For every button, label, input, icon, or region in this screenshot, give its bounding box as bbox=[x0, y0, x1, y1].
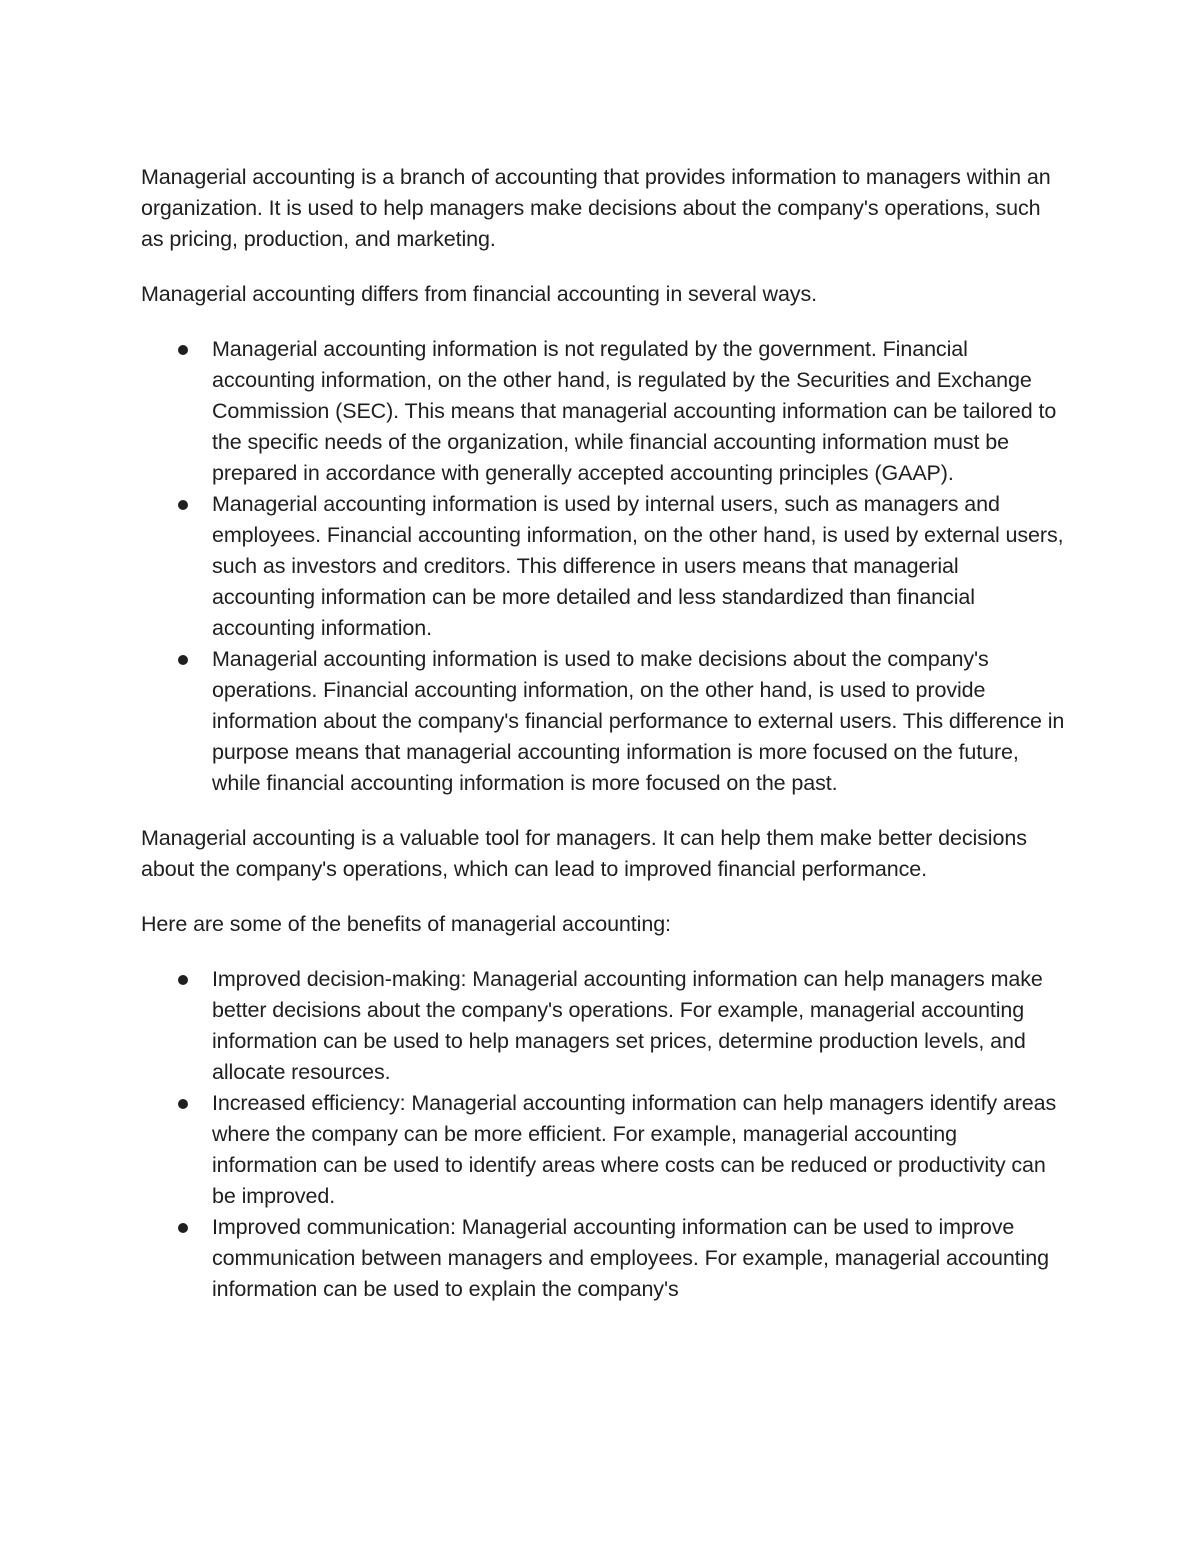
intro-paragraph: Managerial accounting is a branch of accounting that provides information to managers within an organization. It is used to help managers make decisions about the company's operations, such as pricing, production, and marketing. bbox=[141, 165, 1051, 251]
list-item bbox=[212, 964, 1066, 1088]
bullet-icon bbox=[178, 975, 188, 985]
list-item bbox=[212, 334, 1066, 489]
list-item-text: Managerial accounting information is used by internal users, such as managers and employees. Financial accounting information, on the other hand, is used by external users, such as investors and creditors. This difference in users means that managerial accounting information can be more detailed and less standardized than financial accounting information. bbox=[212, 492, 1064, 640]
bullet-icon bbox=[178, 1223, 188, 1233]
list-item bbox=[212, 1088, 1066, 1212]
list-item-text: Managerial accounting information is not regulated by the government. Financial accounting information, on the other hand, is regulated by the Securities and Exchange Commission (SEC). This means that managerial accounting information can be tailored to the specific needs of the organization, while financial accounting information must be prepared in accordance with generally accepted accounting principles (GAAP). bbox=[212, 337, 1057, 485]
benefits-list bbox=[141, 964, 1066, 1305]
bullet-icon bbox=[178, 1099, 188, 1109]
value-paragraph: Managerial accounting is a valuable tool for managers. It can help them make better decisions about the company's operations, which can lead to improved financial performance. bbox=[141, 826, 1027, 881]
list-item-text: Improved decision-making: Managerial accounting information can help managers make better decisions about the company's operations. For example, managerial accounting information can be used to help managers set prices, determine production levels, and allocate resources. bbox=[212, 967, 1043, 1084]
benefits-intro-paragraph: Here are some of the benefits of managerial accounting: bbox=[141, 912, 671, 936]
differences-intro-paragraph: Managerial accounting differs from financial accounting in several ways. bbox=[141, 282, 817, 306]
bullet-icon bbox=[178, 655, 188, 665]
list-item-text: Managerial accounting information is used to make decisions about the company's operations. Financial accounting information, on the other hand, is used to provide information about the company's financial performance to external users. This difference in purpose means that managerial accounting information is more focused on the future, while financial accounting information is more focused on the past. bbox=[212, 647, 1065, 795]
bullet-icon bbox=[178, 345, 188, 355]
list-item-text: Increased efficiency: Managerial accounting information can help managers identify areas where the company can be more efficient. For example, managerial accounting information can be used to identify areas where costs can be reduced or productivity can be improved. bbox=[212, 1091, 1057, 1208]
list-item bbox=[212, 489, 1066, 644]
bullet-icon bbox=[178, 500, 188, 510]
document-body bbox=[141, 162, 1066, 1329]
list-item bbox=[212, 1212, 1066, 1305]
list-item bbox=[212, 644, 1066, 799]
list-item-text: Improved communication: Managerial accounting information can be used to improve communication between managers and employees. For example, managerial accounting information can be used to explain the company's bbox=[212, 1215, 1049, 1301]
differences-list bbox=[141, 334, 1066, 799]
